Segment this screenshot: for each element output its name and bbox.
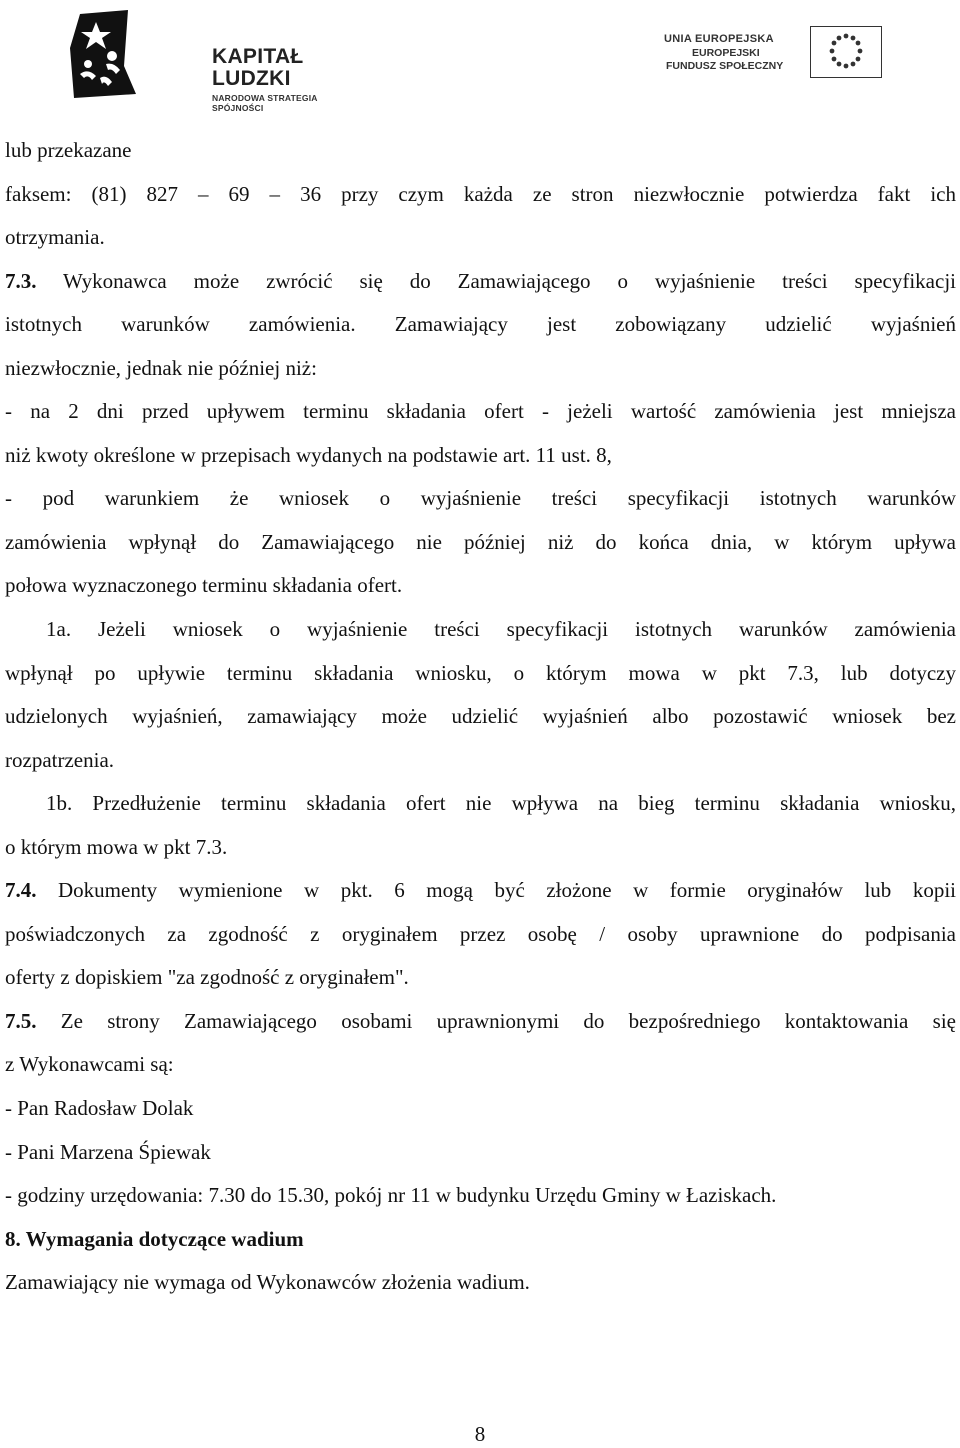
text-line: rozpatrzenia.	[5, 747, 115, 772]
text-line: o którym mowa w pkt 7.3.	[5, 834, 228, 859]
section-number: 7.4.	[5, 878, 37, 903]
text-span: Wykonawca może zwrócić się do Zamawiającego o wyjaśnienie treści specyfikacji	[36, 268, 956, 293]
logo-subtitle: NARODOWA STRATEGIA SPÓJNOŚCI	[212, 93, 318, 113]
text-line: 1b. Przedłużenie terminu składania ofert nie wpływa na bieg terminu składania wniosku,	[46, 791, 956, 816]
document-body	[5, 131, 956, 1307]
text-line: - Pan Radosław Dolak	[5, 1096, 194, 1121]
eu-line-3: FUNDUSZ SPOŁECZNY	[666, 60, 784, 72]
text-line: poświadczonych za zgodność z oryginałem przez osobę / osoby uprawnione do podpisania	[5, 921, 956, 946]
section-7-5-line	[5, 1002, 956, 1046]
section-number: 7.3.	[5, 268, 37, 293]
star-people-icon	[66, 8, 138, 100]
page-number: 8	[474, 1422, 486, 1446]
text-line: lub przekazane	[5, 138, 132, 162]
text-line: - Pani Marzena Śpiewak	[5, 1139, 211, 1164]
section-8-heading: 8. Wymagania dotyczące wadium	[5, 1226, 304, 1251]
text-line: faksem: (81) 827 – 69 – 36 przy czym każda ze stron niezwłocznie potwierdza fakt ich	[5, 181, 956, 206]
eu-line-1: UNIA EUROPEJSKA	[664, 33, 774, 45]
text-line: oferty z dopiskiem "za zgodność z oryginałem".	[5, 965, 409, 990]
text-line: połowa wyznaczonego terminu składania ofert.	[5, 573, 403, 598]
logo-title: KAPITAŁ LUDZKI	[212, 45, 304, 90]
text-line: - pod warunkiem że wniosek o wyjaśnienie treści specyfikacji istotnych warunków	[5, 486, 956, 511]
text-span: Ze strony Zamawiającego osobami uprawnionymi do bezpośredniego kontaktowania się	[36, 1008, 956, 1033]
text-line: zamówienia wpłynął do Zamawiającego nie później niż do końca dnia, w którym upływa	[5, 529, 956, 554]
text-line: istotnych warunków zamówienia. Zamawiający jest zobowiązany udzielić wyjaśnień	[5, 312, 956, 337]
text-line: otrzymania.	[5, 225, 105, 250]
text-line: niezwłocznie, jednak nie później niż:	[5, 355, 317, 380]
text-line: wpłynął po upływie terminu składania wniosku, o którym mowa w pkt 7.3, lub dotyczy	[5, 660, 956, 685]
text-line: udzielonych wyjaśnień, zamawiający może udzielić wyjaśnień albo pozostawić wniosek bez	[5, 704, 956, 729]
text-line: 1a. Jeżeli wniosek o wyjaśnienie treści specyfikacji istotnych warunków zamówienia	[46, 617, 956, 642]
kapital-ludzki-logo	[66, 8, 366, 113]
section-7-4-line	[5, 871, 956, 915]
text-line: niż kwoty określone w przepisach wydanych na podstawie art. 11 ust. 8,	[5, 442, 612, 467]
page-header	[0, 0, 960, 113]
text-line: z Wykonawcami są:	[5, 1052, 174, 1077]
text-line: - na 2 dni przed upływem terminu składania ofert - jeżeli wartość zamówienia jest mniejsza	[5, 399, 956, 424]
eu-logo	[664, 26, 894, 86]
text-line: Zamawiający nie wymaga od Wykonawców złożenia wadium.	[5, 1270, 530, 1295]
text-line: - godziny urzędowania: 7.30 do 15.30, pokój nr 11 w budynku Urzędu Gminy w Łaziskach.	[5, 1183, 777, 1208]
eu-line-2: EUROPEJSKI	[692, 47, 760, 59]
text-span: Dokumenty wymienione w pkt. 6 mogą być złożone w formie oryginałów lub kopii	[36, 878, 956, 903]
eu-flag-icon	[810, 26, 882, 78]
section-number: 7.5.	[5, 1008, 37, 1033]
section-7-3-line	[5, 262, 956, 306]
